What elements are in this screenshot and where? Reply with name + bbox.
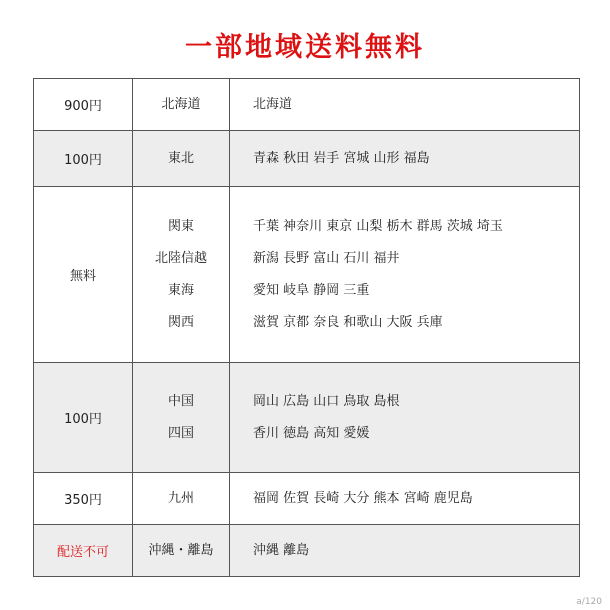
- prefecture-line: 新潟 長野 富山 石川 福井: [253, 250, 400, 266]
- shipping-fee-table: [33, 78, 580, 577]
- price-label: 配送不可: [56, 545, 109, 560]
- prefecture-line: 福岡 佐賀 長崎 大分 熊本 宮崎 鹿児島: [253, 490, 473, 506]
- region-cell: [133, 363, 230, 473]
- table-row: [34, 187, 580, 363]
- prefecture-line: 岡山 広島 山口 鳥取 島根: [253, 393, 400, 409]
- region-cell: [133, 525, 230, 577]
- region-label: 北陸信越: [154, 250, 207, 266]
- region-label: 北海道: [161, 96, 201, 112]
- region-cell: [133, 187, 230, 363]
- region-label: 関東: [167, 218, 194, 234]
- prefecture-cell: [230, 79, 580, 131]
- region-label: 関西: [167, 314, 194, 330]
- prefecture-line: 滋賀 京都 奈良 和歌山 大阪 兵庫: [253, 314, 443, 330]
- prefecture-line: 北海道: [253, 96, 293, 112]
- region-cell: [133, 79, 230, 131]
- table-row: [34, 363, 580, 473]
- prefecture-cell: [230, 187, 580, 363]
- table-row: [34, 79, 580, 131]
- region-label: 四国: [167, 425, 194, 441]
- prefecture-line: 青森 秋田 岩手 宮城 山形 福島: [253, 150, 430, 166]
- price-cell: [34, 79, 133, 131]
- prefecture-line: 香川 徳島 高知 愛媛: [253, 425, 370, 441]
- region-label: 東北: [167, 150, 194, 166]
- watermark: a/120: [576, 597, 602, 607]
- prefecture-line: 愛知 岐阜 静岡 三重: [253, 282, 370, 298]
- price-cell: [34, 525, 133, 577]
- price-label: 無料: [69, 269, 96, 284]
- price-label: 100円: [64, 412, 102, 427]
- region-label: 九州: [167, 490, 194, 506]
- prefecture-line: 沖縄 離島: [253, 542, 310, 558]
- price-label: 100円: [64, 153, 102, 168]
- table-row: [34, 131, 580, 187]
- region-label: 東海: [167, 282, 194, 298]
- price-cell: [34, 363, 133, 473]
- prefecture-cell: [230, 525, 580, 577]
- price-cell: [34, 131, 133, 187]
- price-label: 350円: [64, 493, 102, 508]
- region-cell: [133, 473, 230, 525]
- price-cell: [34, 187, 133, 363]
- table-row: [34, 473, 580, 525]
- prefecture-cell: [230, 363, 580, 473]
- prefecture-line: 千葉 神奈川 東京 山梨 栃木 群馬 茨城 埼玉: [253, 218, 503, 234]
- region-label: 中国: [167, 393, 194, 409]
- prefecture-cell: [230, 131, 580, 187]
- price-label: 900円: [64, 99, 102, 114]
- region-label: 沖縄・離島: [148, 542, 214, 558]
- table-row: [34, 525, 580, 577]
- region-cell: [133, 131, 230, 187]
- page-title: 一部地域送料無料: [185, 32, 425, 63]
- prefecture-cell: [230, 473, 580, 525]
- price-cell: [34, 473, 133, 525]
